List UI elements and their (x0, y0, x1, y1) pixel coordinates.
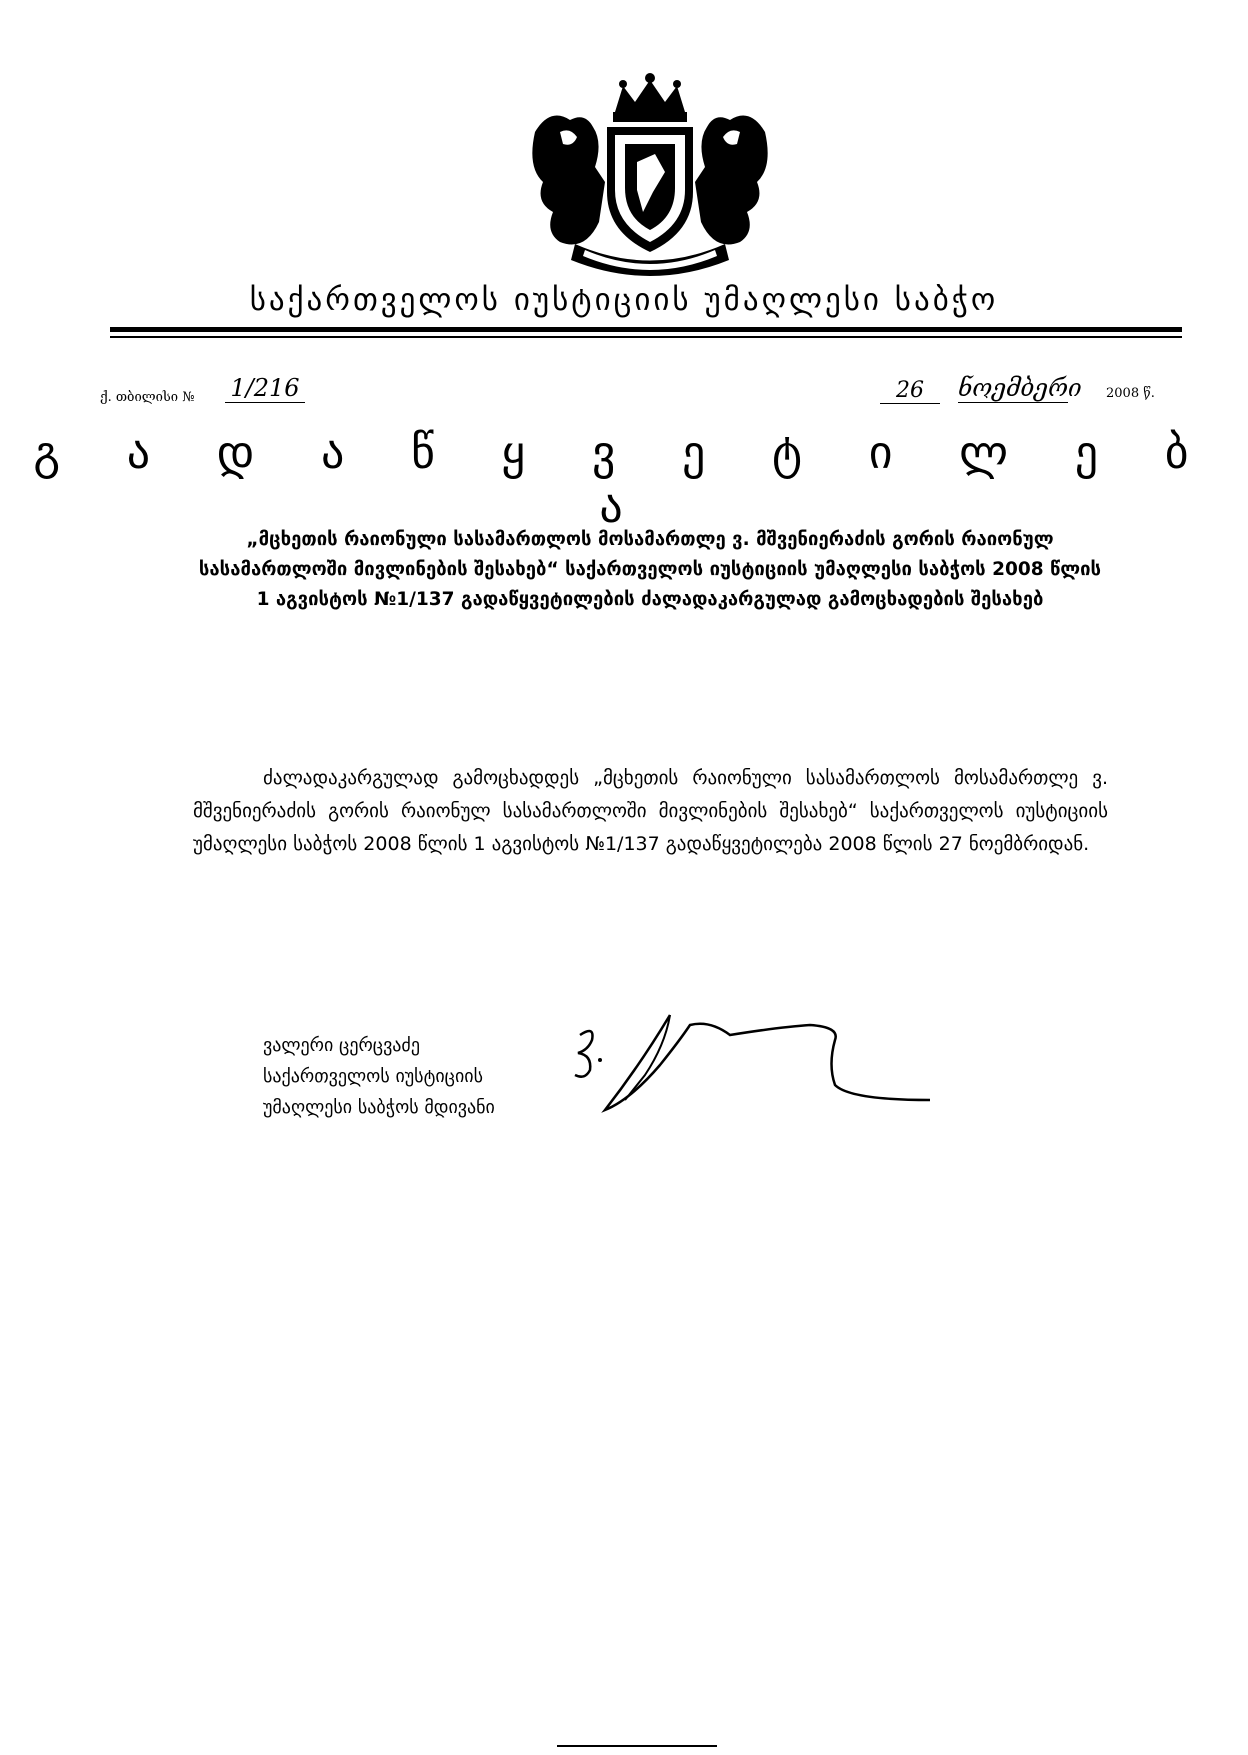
document-number-value: 1/216 (225, 374, 305, 403)
document-subject: „მცხეთის რაიონული სასამართლოს მოსამართლე ვ. მშვენიერაძის გორის რაიონულ სასამართლოში მივლინების შესახებ“ საქართველოს იუსტიციის უმაღლესი საბჭოს 2008 წლის 1 აგვისტოს №1/137 გადაწყვეტილების ძალადაკარგულად გამოცხადების შესახებ (198, 529, 1102, 610)
council-title: საქართველოს იუსტიციის უმაღლესი საბჭო (249, 282, 999, 318)
date-month: ნოემბერი (958, 374, 1082, 402)
document-type-heading: გ ა დ ა წ ყ ვ ე ტ ი ლ ე ბ ა (33, 425, 1215, 533)
signature-icon (570, 1005, 1060, 1125)
date-year: 2008 წ. (1106, 386, 1155, 401)
coat-of-arms-emblem (515, 72, 785, 282)
handwritten-signature (570, 1005, 1060, 1125)
document-body: ძალადაკარგულად გამოცხადდეს „მცხეთის რაიონული სასამართლოს მოსამართლე ვ. მშვენიერაძის გორის რაიონულ სასამართლოში მივლინების შესახებ“ საქართველოს იუსტიციის უმაღლესი საბჭოს 2008 წლის 1 აგვისტოს №1/137 გადაწყვეტილება 2008 წლის 27 ნოემბრიდან. (193, 767, 1108, 855)
document-date-block (880, 374, 1180, 410)
signer-name: ვალერი ცერცვაძე (263, 1035, 420, 1056)
date-day: 26 (880, 378, 940, 404)
signer-block (263, 1030, 495, 1123)
header-divider (110, 327, 1182, 332)
document-number-label: ქ. თბილისი № (100, 390, 195, 405)
page-bottom-mark (557, 1745, 717, 1747)
header-divider-thin (110, 336, 1182, 338)
signer-position-line2: უმაღლესი საბჭოს მდივანი (263, 1097, 495, 1118)
coat-of-arms-icon (515, 72, 785, 282)
signer-position-line1: საქართველოს იუსტიციის (263, 1066, 483, 1087)
